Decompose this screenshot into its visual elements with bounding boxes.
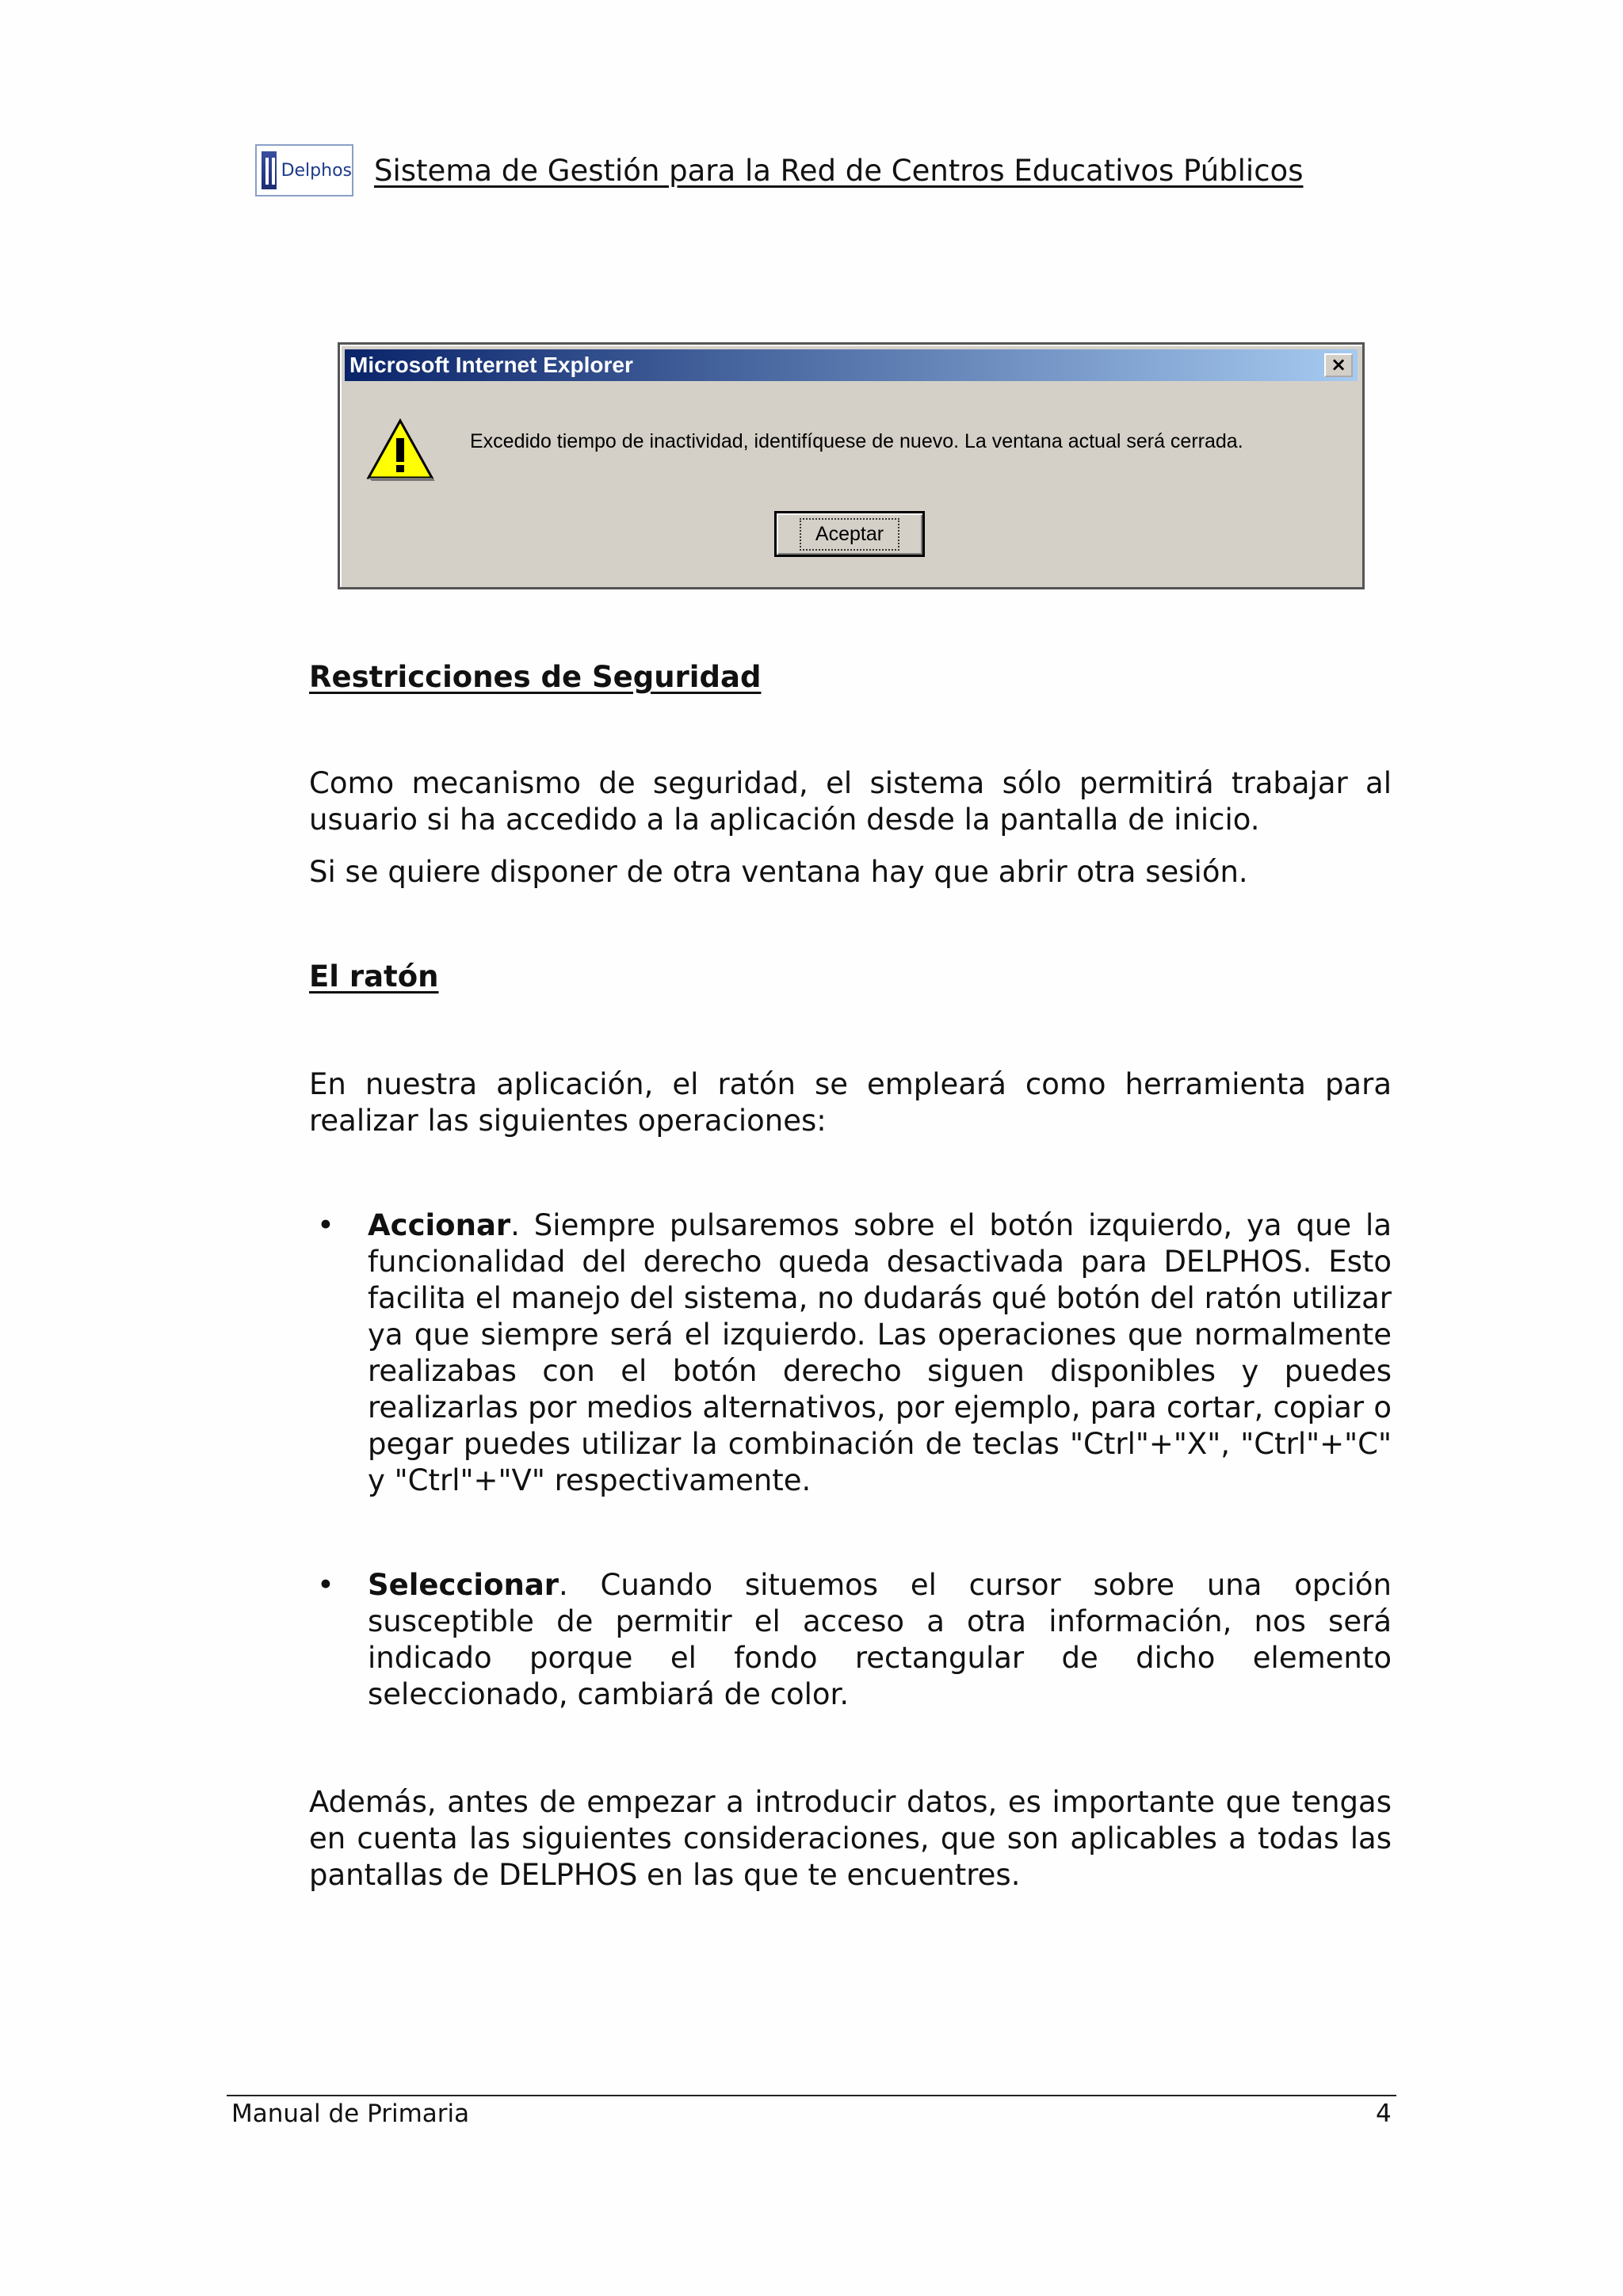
bullet-accionar-text: . Siempre pulsaremos sobre el botón izquierdo, ya que la funcionalidad del derecho queda desactivada para DELPHOS. Esto facilita el manejo del sistema, no dudarás qué botón del ratón utilizar ya que siempre será el izquierdo. Las operaciones que normalmente realizabas con el botón derecho siguen disponibles y puedes realizarlas por medios alternativos, por ejemplo, para cortar, copiar o pegar puedes utilizar la combinación de teclas "Ctrl"+"X", "Ctrl"+"C" y "Ctrl"+"V" respectivamente. [368,1208,1392,1497]
security-heading: Restricciones de Seguridad [309,660,762,694]
mouse-intro: En nuestra aplicación, el ratón se empleará como herramienta para realizar las siguientes operaciones: [309,1067,1392,1138]
dialog-message: Excedido tiempo de inactividad, identifíquese de nuevo. La ventana actual será cerrada. [470,430,1243,452]
security-paragraph-2: Si se quiere disponer de otra ventana hay que abrir otra sesión. [309,855,1248,889]
bullet-marker: • [317,1568,334,1602]
bullet-seleccionar-term: Seleccionar [368,1568,559,1602]
closing-paragraph: Además, antes de empezar a introducir datos, es importante que tengas en cuenta las siguientes consideraciones, que son aplicables a todas las pantallas de DELPHOS en las que te encuentres. [309,1785,1392,1892]
ie-alert-dialog [338,342,1365,589]
header-title: Sistema de Gestión para la Red de Centros Educativos Públicos [374,153,1304,188]
bullet-accionar-term: Accionar [368,1208,511,1242]
mouse-heading: El ratón [309,959,439,994]
page-number: 4 [1376,2100,1392,2128]
bullet-marker: • [317,1208,334,1242]
warning-icon [364,414,437,487]
footer-divider [227,2095,1396,2096]
bullet-accionar [368,1207,1392,1499]
delphos-logo [255,144,353,196]
close-button[interactable]: × [1324,353,1353,377]
dialog-title: Microsoft Internet Explorer [349,353,633,377]
dialog-titlebar [345,349,1358,381]
bullet-seleccionar-text: . Cuando situemos el cursor sobre una opción susceptible de permitir el acceso a otra información, nos será indicado porque el fondo rectangular de dicho elemento seleccionado, cambiará de color. [368,1568,1392,1711]
accept-button-label: Aceptar [800,518,899,551]
logo-text: Delphos [281,160,352,181]
security-paragraph-1: Como mecanismo de seguridad, el sistema sólo permitirá trabajar al usuario si ha accedido a la aplicación desde la pantalla de inicio. [309,766,1392,837]
bullet-seleccionar [368,1567,1392,1713]
delphos-logo-mark [262,151,277,189]
page-header [255,144,1303,196]
accept-button[interactable] [774,511,925,557]
footer-document-title: Manual de Primaria [231,2100,470,2128]
